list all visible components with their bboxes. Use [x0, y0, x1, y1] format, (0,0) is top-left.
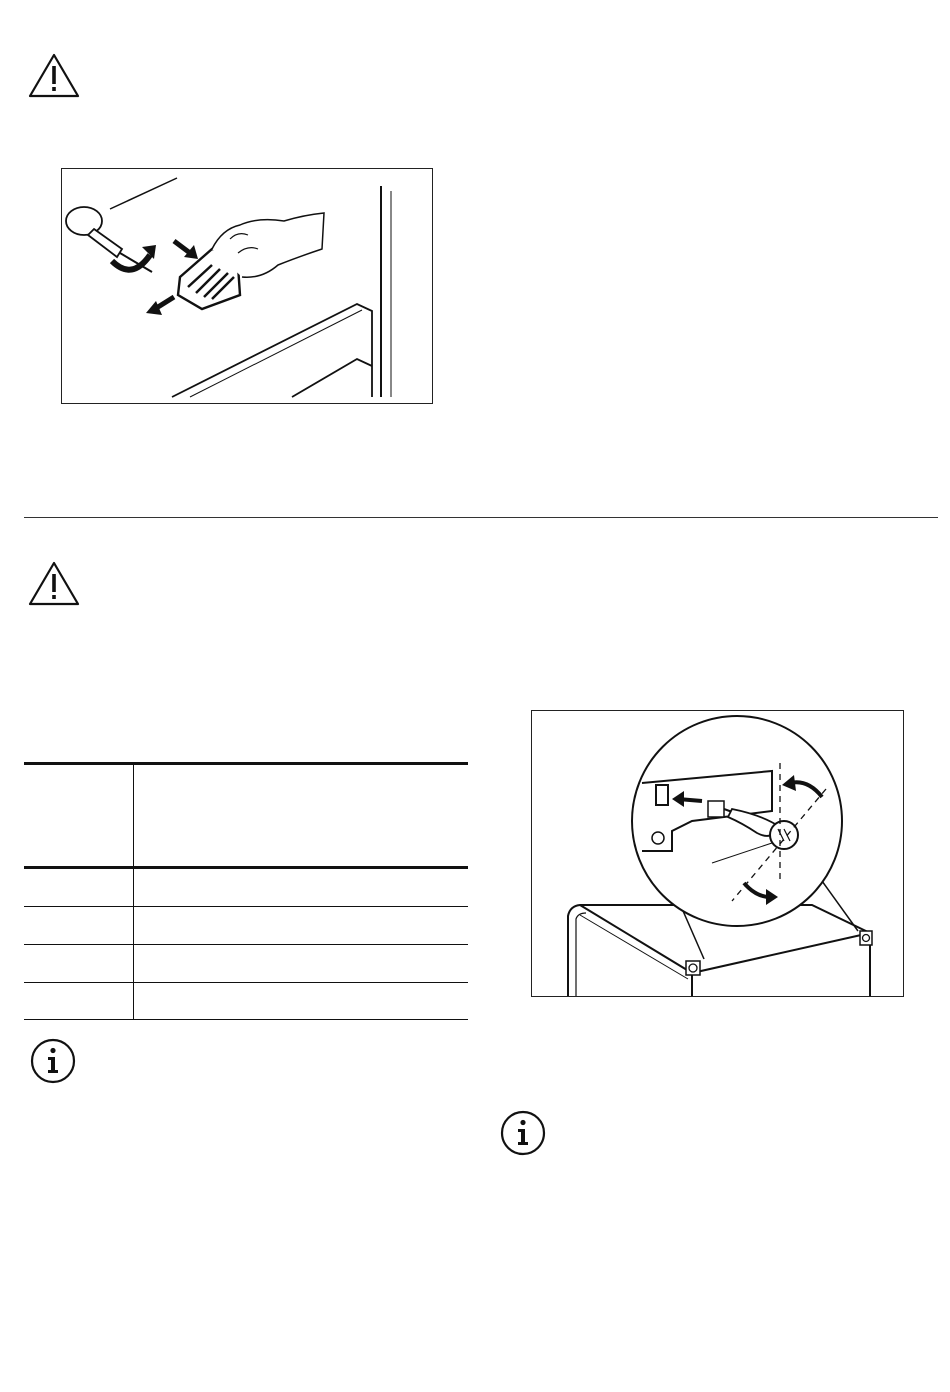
warning-triangle-icon — [28, 52, 80, 98]
specification-table — [24, 762, 468, 1020]
section-divider — [24, 517, 938, 518]
warning-triangle-icon — [28, 560, 80, 606]
door-hinge-adjustment-figure — [531, 710, 904, 997]
info-circle-icon — [500, 1110, 546, 1156]
drawer-stop-removal-figure — [61, 168, 433, 404]
info-circle-icon — [30, 1038, 76, 1084]
